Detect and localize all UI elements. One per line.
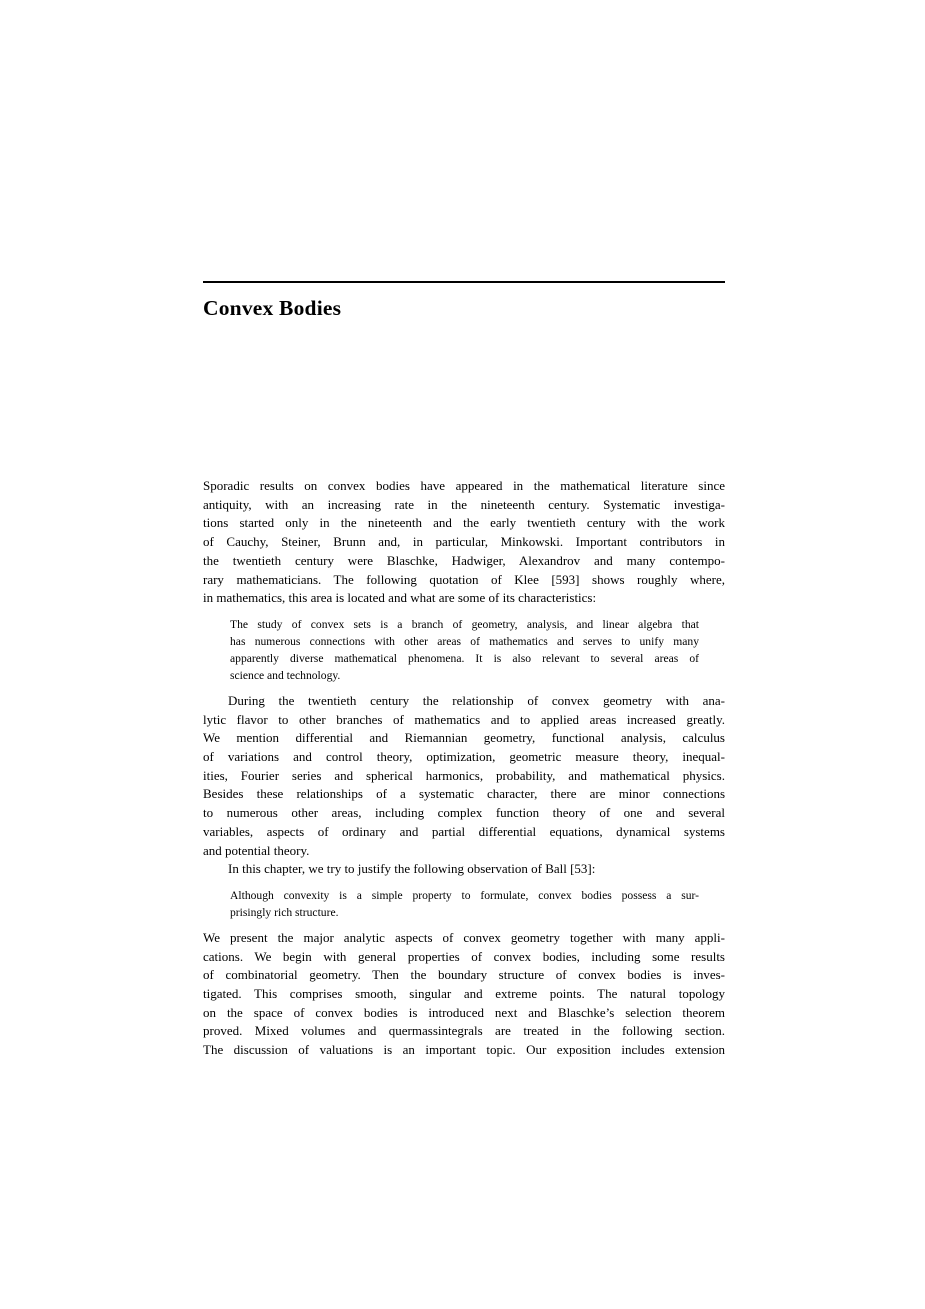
paragraph-intro (203, 477, 725, 608)
text-line: and potential theory. (203, 842, 310, 858)
text-line: We mention differential and Riemannian geometry, functional analysis, calculus (203, 730, 725, 746)
paragraph-relationships (203, 692, 725, 860)
text-line: science and technology. (230, 668, 341, 682)
text-line: antiquity, with an increasing rate in the nineteenth century. Systematic investiga- (203, 496, 725, 512)
text-line: in mathematics, this area is located and what are some of its characteristics: (203, 590, 597, 606)
block-quote-klee (230, 616, 699, 684)
text-line: of variations and control theory, optimization, geometric measure theory, inequal- (203, 749, 725, 765)
chapter-rule (203, 281, 725, 283)
text-line: In this chapter, we try to justify the following observation of Ball [53]: (228, 861, 596, 877)
text-line: We present the major analytic aspects of convex geometry together with many appli- (203, 929, 725, 945)
text-line: prisingly rich structure. (230, 905, 339, 919)
text-line: variables, aspects of ordinary and partial differential equations, dynamical systems (203, 823, 725, 839)
text-line: of Cauchy, Steiner, Brunn and, in particular, Minkowski. Important contributors in (203, 534, 725, 550)
text-line: During the twentieth century the relationship of convex geometry with ana- (228, 692, 725, 708)
text-line: to numerous other areas, including complex function theory of one and several (203, 805, 725, 821)
text-line: apparently diverse mathematical phenomena. It is also relevant to several areas of (230, 651, 699, 665)
text-line: The study of convex sets is a branch of geometry, analysis, and linear algebra that (230, 617, 699, 631)
text-line: has numerous connections with other areas of mathematics and serves to unify many (230, 634, 699, 648)
text-line: proved. Mixed volumes and quermassintegrals are treated in the following section. (203, 1023, 725, 1039)
text-line: tions started only in the nineteenth and the early twentieth century with the work (203, 515, 725, 531)
chapter-title: Convex Bodies (203, 296, 342, 320)
block-quote-ball (230, 887, 699, 921)
text-line: of combinatorial geometry. Then the boundary structure of convex bodies is inves- (203, 967, 725, 983)
text-line: Besides these relationships of a systematic character, there are minor connections (203, 786, 725, 802)
paragraph-overview (203, 929, 725, 1060)
body-text (203, 477, 725, 1060)
text-line: lytic flavor to other branches of mathematics and to applied areas increased greatly. (203, 711, 725, 727)
paragraph-chapter-aim (203, 860, 725, 879)
text-line: the twentieth century were Blaschke, Hadwiger, Alexandrov and many contempo- (203, 552, 725, 568)
text-line: rary mathematicians. The following quotation of Klee [593] shows roughly where, (203, 571, 725, 587)
text-line: Although convexity is a simple property to formulate, convex bodies possess a sur- (230, 888, 699, 902)
text-line: tigated. This comprises smooth, singular and extreme points. The natural topology (203, 986, 725, 1002)
text-line: on the space of convex bodies is introduced next and Blaschke’s selection theorem (203, 1004, 725, 1020)
text-line: ities, Fourier series and spherical harmonics, probability, and mathematical physics. (203, 767, 725, 783)
text-line: cations. We begin with general properties of convex bodies, including some results (203, 948, 725, 964)
text-line: Sporadic results on convex bodies have appeared in the mathematical literature since (203, 478, 725, 493)
text-line: The discussion of valuations is an important topic. Our exposition includes extension (203, 1042, 725, 1058)
content-column (203, 0, 725, 1309)
